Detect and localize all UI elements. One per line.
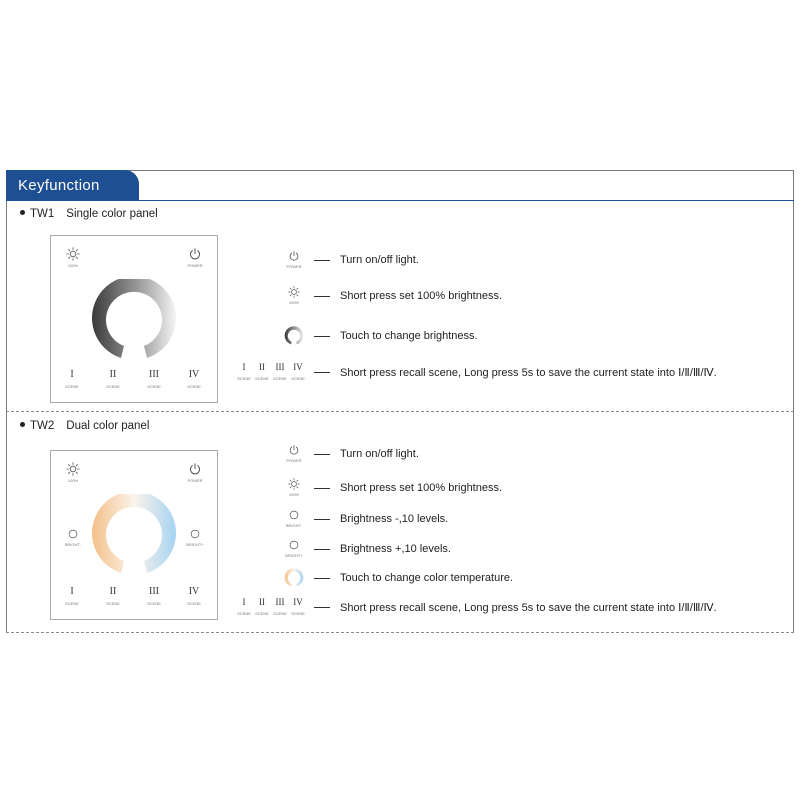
color-temp-ring-icon[interactable] [89,494,179,576]
legend-dash [314,549,330,550]
tw1-scene-1-label: SCENE [65,384,79,389]
legend-caption: SCENE [273,376,287,381]
bullet-icon [20,210,25,215]
tw2-code: TW2 [30,420,55,432]
power-icon [288,444,300,456]
tw1-scene-4-label: SCENE [187,384,201,389]
tw2-scene-3-numeral[interactable]: III [149,586,159,597]
scene-numeral: II [259,362,265,372]
brightness-ring-icon[interactable] [89,279,179,361]
tw1-heading [20,208,158,220]
section-title: Keyfunction [18,177,100,194]
power-icon [288,250,300,262]
scene-numeral: II [259,597,265,607]
scene-numeral: IV [293,362,303,372]
legend-dash [314,260,330,261]
tw2-bright-plus-label: BRIGHT+ [186,542,204,547]
legend-text: Short press set 100% brightness. [340,290,503,302]
tw2-brightness-label: 100% [67,478,79,483]
legend-text: Touch to change color temperature. [340,572,514,584]
circle-button-icon [288,509,300,521]
scene-numeral: IV [293,597,303,607]
tw1-scene-3-label: SCENE [147,384,161,389]
scene-numeral: I [242,597,246,607]
tw1-scene-2-label: SCENE [106,384,120,389]
legend-caption: 100% [288,492,300,497]
legend-text: Brightness -,10 levels. [340,513,449,525]
tw1-scene-1-numeral[interactable]: I [70,369,74,380]
legend-dash [314,454,330,455]
legend-dash [314,296,330,297]
legend-text: Short press recall scene, Long press 5s to save the current state into Ⅰ/Ⅱ/Ⅲ/Ⅳ. [340,602,717,614]
scene-numeral: III [275,362,285,372]
legend-caption: SCENE [273,611,287,616]
sun-icon[interactable] [66,247,80,261]
scene-numeral: I [242,362,246,372]
tw2-scene-4-numeral[interactable]: IV [188,586,200,597]
tw1-name: Single color panel [66,208,158,220]
header-rule [6,200,794,201]
bright-plus-icon[interactable] [189,528,201,540]
tw2-scene-2-numeral[interactable]: II [109,586,117,597]
legend-caption: POWER [286,458,302,463]
sun-icon [288,478,300,490]
scene-numeral: III [275,597,285,607]
legend-dash [314,519,330,520]
color-temp-ring-icon [284,568,304,588]
circle-button-icon [288,539,300,551]
sun-icon[interactable] [66,462,80,476]
power-icon[interactable] [188,247,202,261]
tw2-name: Dual color panel [66,420,150,432]
brightness-ring-icon [284,326,304,346]
section-divider [6,411,794,412]
legend-text: Turn on/off light. [340,254,419,266]
bright-minus-icon[interactable] [67,528,79,540]
legend-caption: SCENE [237,611,251,616]
tw1-power-label: POWER [187,263,203,268]
tw2-scene-2-label: SCENE [106,601,120,606]
sun-icon [288,286,300,298]
section-divider [6,632,794,633]
tw1-brightness-label: 100% [67,263,79,268]
legend-caption: SCENE [291,611,305,616]
legend-dash [314,607,330,608]
legend-caption: POWER [286,264,302,269]
bullet-icon [20,422,25,427]
legend-caption: SCENE [291,376,305,381]
tw2-heading [20,420,149,432]
legend-dash [314,336,330,337]
legend-text: Short press recall scene, Long press 5s to save the current state into Ⅰ/Ⅱ/Ⅲ/Ⅳ. [340,367,717,379]
tw1-panel [50,235,218,403]
power-icon[interactable] [188,462,202,476]
tw1-scene-2-numeral[interactable]: II [109,369,117,380]
tw2-bright-minus-label: BRIGHT- [64,542,82,547]
tw2-scene-3-label: SCENE [147,601,161,606]
tw2-scene-1-numeral[interactable]: I [70,586,74,597]
legend-caption: BRIGHT+ [285,553,303,558]
tw2-scene-1-label: SCENE [65,601,79,606]
tw1-code: TW1 [30,208,55,220]
legend-caption: SCENE [255,376,269,381]
tw2-power-label: POWER [187,478,203,483]
legend-caption: SCENE [255,611,269,616]
legend-caption: BRIGHT- [285,523,303,528]
tw2-panel [50,450,218,620]
tw1-scene-3-numeral[interactable]: III [149,369,159,380]
legend-text: Brightness +,10 levels. [340,543,451,555]
legend-text: Short press set 100% brightness. [340,482,503,494]
legend-caption: 100% [288,300,300,305]
legend-caption: SCENE [237,376,251,381]
tw2-scene-4-label: SCENE [187,601,201,606]
tw1-scene-4-numeral[interactable]: IV [188,369,200,380]
legend-text: Turn on/off light. [340,448,419,460]
legend-dash [314,488,330,489]
legend-text: Touch to change brightness. [340,330,478,342]
legend-dash [314,372,330,373]
legend-dash [314,578,330,579]
